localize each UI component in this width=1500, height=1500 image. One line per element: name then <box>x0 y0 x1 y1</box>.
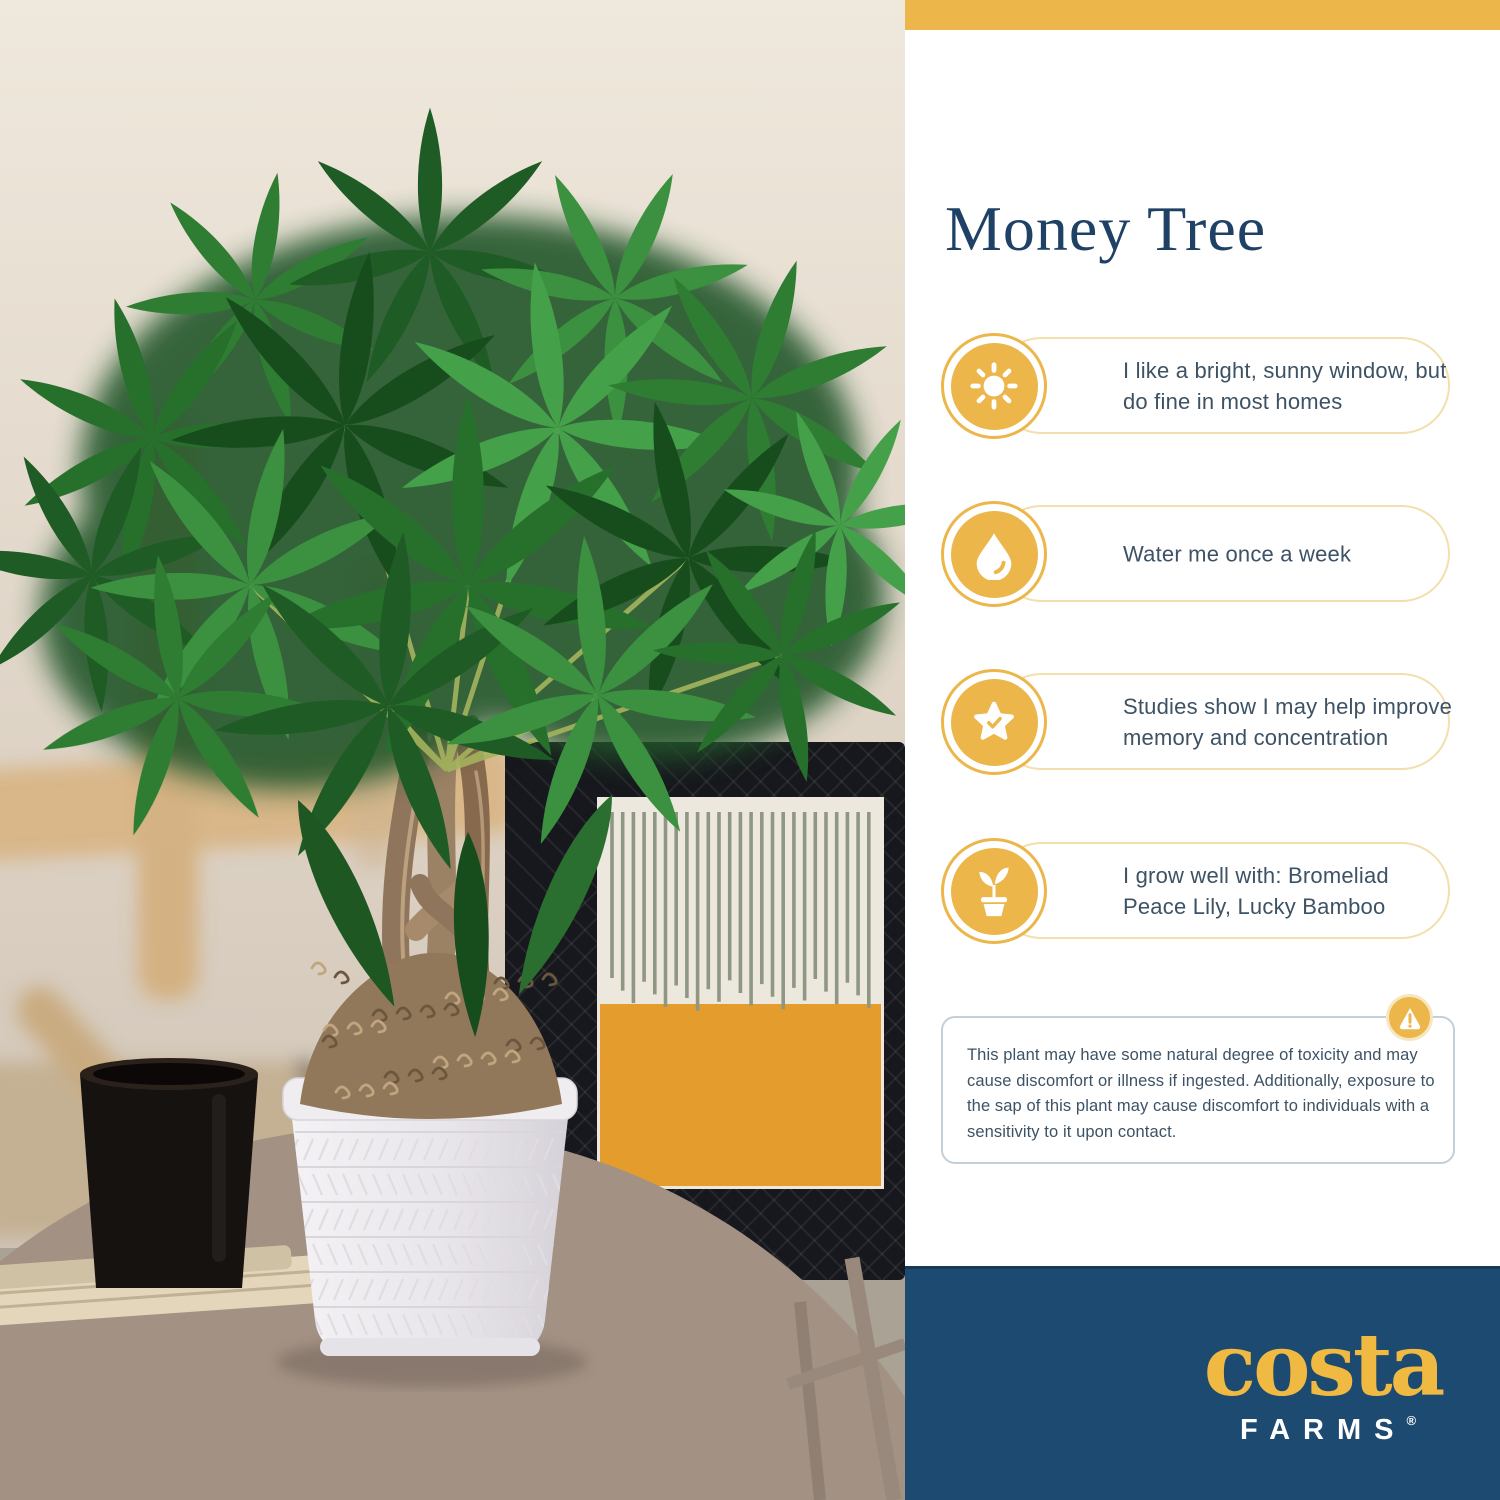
care-pill <box>993 842 1450 939</box>
care-row-light <box>941 333 1456 439</box>
star-check-icon <box>941 669 1047 775</box>
care-text: Studies show I may help improve memory and concentration <box>1123 693 1453 750</box>
page-title: Money Tree <box>945 193 1267 264</box>
care-pill <box>993 337 1450 434</box>
sun-icon <box>941 333 1047 439</box>
toxicity-warning-box <box>941 1016 1455 1164</box>
care-pill <box>993 673 1453 770</box>
care-row-benefit <box>941 669 1456 775</box>
toxicity-warning-text: This plant may have some natural degree of toxicity and may cause discomfort or illness if ingested. Additionally, exposure to the sap of this plant may cause discomfort to individuals with a sensitivity to it upon contact. <box>967 1046 1435 1141</box>
alert-triangle-icon <box>1386 994 1433 1041</box>
potted-plant-icon <box>941 838 1047 944</box>
care-pill <box>993 505 1450 602</box>
water-drop-icon <box>941 501 1047 607</box>
care-row-water <box>941 501 1456 607</box>
brand-subname: FARMS® <box>1239 1413 1417 1446</box>
brand-name: costa <box>1203 1315 1443 1416</box>
brand-footer <box>905 1266 1500 1500</box>
care-text: I grow well with: Bromeliad Peace Lily, Lucky Bamboo <box>1123 862 1389 919</box>
registered-mark: ® <box>1406 1413 1417 1428</box>
care-text: Water me once a week <box>1123 541 1352 566</box>
care-text: I like a bright, sunny window, but do fine in most homes <box>1123 357 1447 414</box>
costa-farms-logo <box>1193 1315 1453 1447</box>
black-cup <box>80 1058 258 1288</box>
top-accent-bar <box>905 0 1500 30</box>
info-panel <box>905 0 1500 1500</box>
care-row-companions <box>941 838 1456 944</box>
